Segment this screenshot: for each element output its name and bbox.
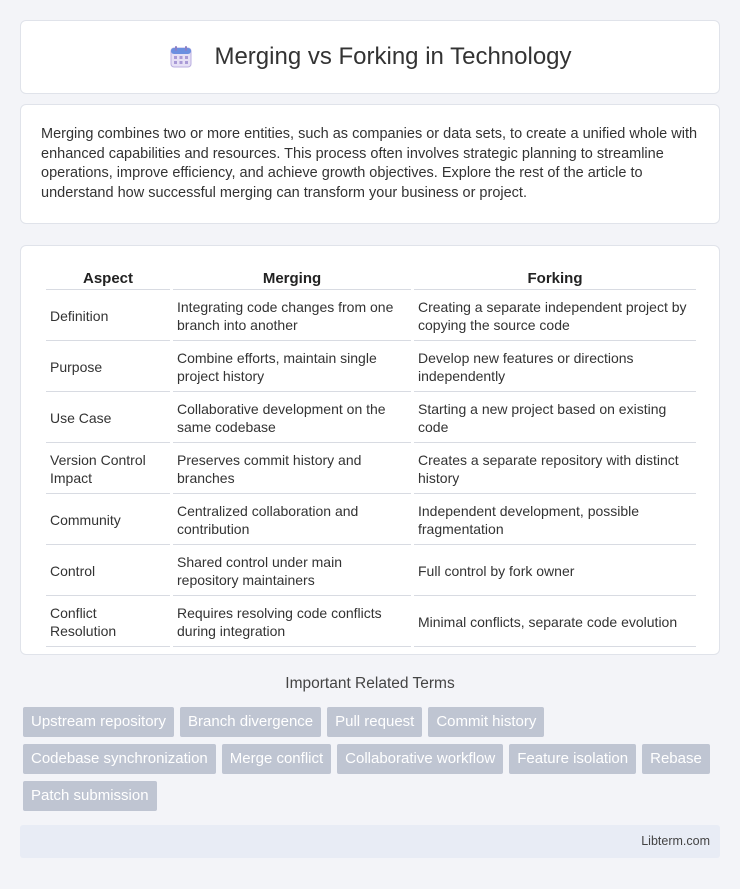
cell-aspect: Community <box>46 496 170 545</box>
intro-card <box>20 104 720 224</box>
page-header <box>20 20 720 94</box>
column-header-forking: Forking <box>414 268 696 290</box>
cell-forking: Develop new features or directions independently <box>414 343 696 392</box>
cell-forking: Starting a new project based on existing code <box>414 394 696 443</box>
table-row <box>46 598 696 647</box>
related-terms-title: Important Related Terms <box>285 675 455 692</box>
cell-aspect: Use Case <box>46 394 170 443</box>
table-row <box>46 496 696 545</box>
tag-branch-divergence[interactable]: Branch divergence <box>180 707 321 737</box>
page-title: Merging vs Forking in Technology <box>214 43 572 70</box>
cell-aspect: Version Control Impact <box>46 445 170 494</box>
tag-codebase-synchronization[interactable]: Codebase synchronization <box>23 744 216 774</box>
cell-forking: Full control by fork owner <box>414 547 696 596</box>
cell-forking: Minimal conflicts, separate code evolution <box>414 598 696 647</box>
tag-upstream-repository[interactable]: Upstream repository <box>23 707 174 737</box>
table-row <box>46 394 696 443</box>
cell-aspect: Conflict Resolution <box>46 598 170 647</box>
tag-collaborative-workflow[interactable]: Collaborative workflow <box>337 744 503 774</box>
column-header-aspect: Aspect <box>46 268 170 290</box>
tag-feature-isolation[interactable]: Feature isolation <box>509 744 636 774</box>
tag-merge-conflict[interactable]: Merge conflict <box>222 744 331 774</box>
intro-text: Merging combines two or more entities, such as companies or data sets, to create a unified whole with enhanced capabilities and resources. This process often involves strategic planning to streamline operations, improve efficiency, and achieve growth objectives. Explore the rest of the article to understand how successful merging can transform your business or project. <box>41 126 698 201</box>
calendar-icon <box>168 44 194 70</box>
cell-merging: Combine efforts, maintain single project history <box>173 343 411 392</box>
cell-aspect: Purpose <box>46 343 170 392</box>
cell-merging: Integrating code changes from one branch into another <box>173 292 411 341</box>
cell-merging: Preserves commit history and branches <box>173 445 411 494</box>
tag-commit-history[interactable]: Commit history <box>428 707 544 737</box>
tag-rebase[interactable]: Rebase <box>642 744 710 774</box>
footer <box>20 825 720 858</box>
table-row <box>46 445 696 494</box>
footer-site-link[interactable]: Libterm.com <box>641 834 710 848</box>
cell-aspect: Definition <box>46 292 170 341</box>
tag-pull-request[interactable]: Pull request <box>327 707 422 737</box>
cell-merging: Shared control under main repository maintainers <box>173 547 411 596</box>
tag-patch-submission[interactable]: Patch submission <box>23 781 157 811</box>
related-terms-tags <box>23 707 723 811</box>
cell-merging: Requires resolving code conflicts during integration <box>173 598 411 647</box>
table-row <box>46 292 696 341</box>
cell-forking: Independent development, possible fragmentation <box>414 496 696 545</box>
comparison-table <box>43 266 699 649</box>
comparison-table-card <box>20 245 720 655</box>
table-header-row <box>46 268 696 290</box>
cell-forking: Creating a separate independent project by copying the source code <box>414 292 696 341</box>
table-row <box>46 343 696 392</box>
cell-aspect: Control <box>46 547 170 596</box>
cell-merging: Collaborative development on the same codebase <box>173 394 411 443</box>
table-row <box>46 547 696 596</box>
cell-forking: Creates a separate repository with distinct history <box>414 445 696 494</box>
cell-merging: Centralized collaboration and contribution <box>173 496 411 545</box>
column-header-merging: Merging <box>173 268 411 290</box>
